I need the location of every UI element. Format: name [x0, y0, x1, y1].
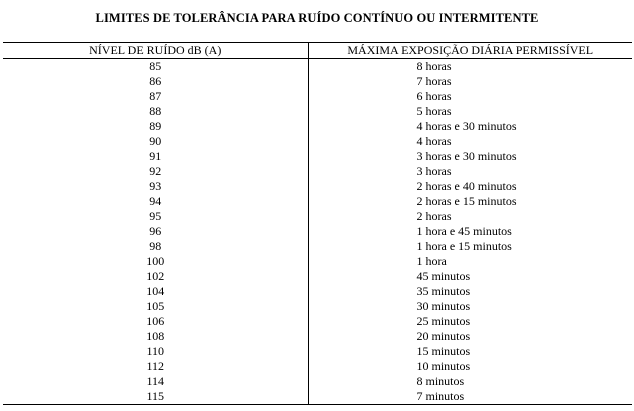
table-header-row: [3, 43, 632, 59]
table-row: [3, 239, 632, 254]
max-exposure-cell: 2 horas e 40 minutos: [416, 179, 517, 193]
noise-level-cell: 95: [3, 209, 308, 224]
noise-level-cell: 91: [3, 149, 308, 164]
table-row: [3, 119, 632, 134]
max-exposure-cell: 10 minutos: [416, 359, 471, 373]
noise-level-cell: 100: [3, 254, 308, 269]
max-exposure-cell: 25 minutos: [416, 314, 471, 328]
table-row: [3, 224, 632, 239]
max-exposure-cell: 3 horas: [416, 164, 452, 178]
noise-level-cell: 115: [3, 389, 308, 405]
table-row: [3, 254, 632, 269]
table-row: [3, 179, 632, 194]
table-row: [3, 284, 632, 299]
noise-level-cell: 96: [3, 224, 308, 239]
noise-level-cell: 85: [3, 59, 308, 75]
page-title: LIMITES DE TOLERÂNCIA PARA RUÍDO CONTÍNUO OU INTERMITENTE: [95, 11, 539, 25]
max-exposure-cell: 20 minutos: [416, 329, 471, 343]
table-body: [3, 59, 632, 405]
max-exposure-cell: 8 horas: [416, 59, 452, 73]
table-row: [3, 194, 632, 209]
table-row: [3, 314, 632, 329]
table-row: [3, 104, 632, 119]
noise-level-cell: 110: [3, 344, 308, 359]
noise-level-cell: 90: [3, 134, 308, 149]
noise-level-cell: 93: [3, 179, 308, 194]
max-exposure-cell: 7 minutos: [308, 389, 632, 405]
column-header-noise-level: NÍVEL DE RUÍDO dB (A): [3, 43, 308, 59]
tolerance-table: [3, 42, 632, 405]
noise-level-cell: 104: [3, 284, 308, 299]
table-row: [3, 299, 632, 314]
table-row: [3, 74, 632, 89]
table-row: [3, 329, 632, 344]
table-row: [3, 89, 632, 104]
noise-level-cell: 106: [3, 314, 308, 329]
max-exposure-cell: 30 minutos: [416, 299, 471, 313]
max-exposure-cell: 45 minutos: [416, 269, 471, 283]
max-exposure-cell: 4 horas e 30 minutos: [416, 119, 517, 133]
noise-level-cell: 105: [3, 299, 308, 314]
noise-level-cell: 114: [3, 374, 308, 389]
noise-level-cell: 102: [3, 269, 308, 284]
max-exposure-cell: 4 horas: [416, 134, 452, 148]
table-row: [3, 374, 632, 389]
max-exposure-cell: 2 horas: [416, 209, 452, 223]
table-row: [3, 209, 632, 224]
max-exposure-cell: 15 minutos: [416, 344, 471, 358]
noise-level-cell: 86: [3, 74, 308, 89]
noise-level-cell: 87: [3, 89, 308, 104]
noise-level-cell: 112: [3, 359, 308, 374]
max-exposure-cell: 3 horas e 30 minutos: [416, 149, 517, 163]
max-exposure-cell: 6 horas: [416, 89, 452, 103]
max-exposure-cell: 1 hora e 45 minutos: [416, 224, 512, 238]
max-exposure-cell: 1 hora e 15 minutos: [416, 239, 512, 253]
max-exposure-cell: 7 horas: [416, 74, 452, 88]
noise-level-cell: 92: [3, 164, 308, 179]
table-row: [3, 134, 632, 149]
noise-level-cell: 98: [3, 239, 308, 254]
max-exposure-cell: 1 hora: [416, 254, 447, 268]
table-row: [3, 389, 632, 405]
table-row: [3, 359, 632, 374]
noise-level-cell: 94: [3, 194, 308, 209]
table-row: [3, 269, 632, 284]
noise-level-cell: 89: [3, 119, 308, 134]
max-exposure-cell: 8 minutos: [416, 374, 465, 388]
table-row: [3, 164, 632, 179]
max-exposure-cell: 5 horas: [416, 104, 452, 118]
table-row: [3, 149, 632, 164]
column-header-max-exposure: MÁXIMA EXPOSIÇÃO DIÁRIA PERMISSÍVEL: [308, 43, 632, 59]
noise-level-cell: 108: [3, 329, 308, 344]
max-exposure-cell: 2 horas e 15 minutos: [416, 194, 517, 208]
noise-level-cell: 88: [3, 104, 308, 119]
table-row: [3, 59, 632, 75]
max-exposure-cell: 35 minutos: [416, 284, 471, 298]
table-row: [3, 344, 632, 359]
